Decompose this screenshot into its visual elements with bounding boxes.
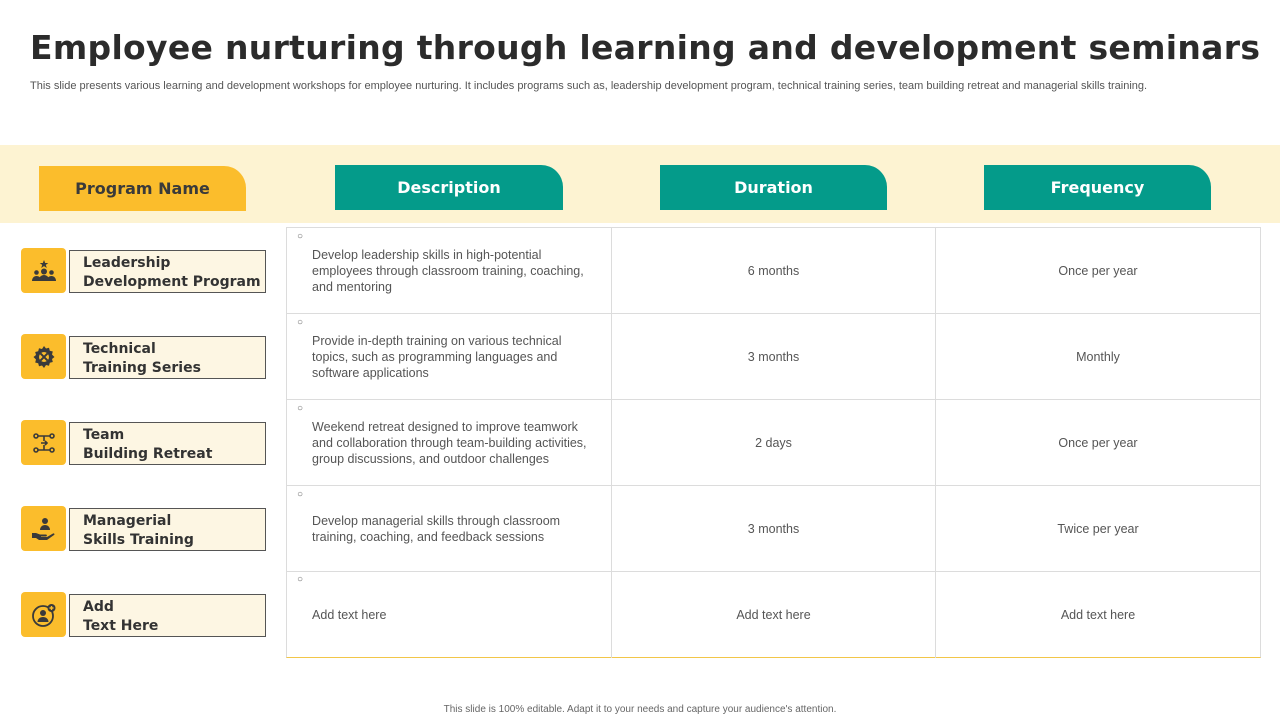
frequency-cell: Twice per year <box>1057 521 1139 536</box>
description-cell: ○ Add text here <box>287 572 612 658</box>
description-cell: ○ Develop managerial skills through classroom training, coaching, and feedback sessions <box>287 486 612 571</box>
bullet-icon: ○ <box>297 403 304 414</box>
frequency-cell: Add text here <box>1060 608 1136 622</box>
table-row <box>287 486 1260 572</box>
page-title: Employee nurturing through learning and development seminars <box>30 28 1261 67</box>
duration-cell: 2 days <box>612 400 936 485</box>
programs-table <box>286 227 1261 658</box>
program-technical <box>21 334 266 380</box>
bullet-icon: ○ <box>297 317 304 328</box>
header-frequency: Frequency <box>984 165 1211 210</box>
bullet-icon: ○ <box>297 231 304 242</box>
header-duration: Duration <box>660 165 887 210</box>
program-leadership <box>21 248 266 294</box>
gear-tools-icon <box>21 334 66 379</box>
page-subtitle: This slide presents various learning and development workshops for employee nurturing. It includes programs such as, leadership development program, technical training series, team building retreat and managerial skills training. <box>30 80 1148 92</box>
table-row <box>287 228 1260 314</box>
duration-cell: Add text here <box>612 572 936 658</box>
bullet-icon: ○ <box>297 574 304 585</box>
table-row <box>287 314 1260 400</box>
description-cell: ○ Develop leadership skills in high-potential employees through classroom training, coaching, and mentoring <box>287 228 612 313</box>
footer-note: This slide is 100% editable. Adapt it to your needs and capture your audience's attention. <box>443 704 837 715</box>
program-label: Add Text Here <box>69 594 266 637</box>
description-cell: ○ Weekend retreat designed to improve teamwork and collaboration through team-building activities, group discussions, and outdoor challenges <box>287 400 612 485</box>
table-row <box>287 400 1260 486</box>
team-leader-icon <box>21 248 66 293</box>
frequency-cell: Once per year <box>1058 263 1138 278</box>
description-cell: ○ Provide in-depth training on various technical topics, such as programming languages and software applications <box>287 314 612 399</box>
network-flow-icon <box>21 420 66 465</box>
program-label: Managerial Skills Training <box>69 508 266 551</box>
frequency-cell: Monthly <box>1076 349 1120 364</box>
program-managerial <box>21 506 266 552</box>
duration-cell: 6 months <box>612 228 936 313</box>
program-add <box>21 592 266 638</box>
header-program-name: Program Name <box>39 166 246 211</box>
header-description: Description <box>335 165 563 210</box>
hand-person-icon <box>21 506 66 551</box>
program-label: Team Building Retreat <box>69 422 266 465</box>
program-label: Technical Training Series <box>69 336 266 379</box>
duration-cell: 3 months <box>612 314 936 399</box>
add-user-icon <box>21 592 66 637</box>
bullet-icon: ○ <box>297 489 304 500</box>
frequency-cell: Once per year <box>1058 435 1138 450</box>
table-row <box>287 572 1260 658</box>
duration-cell: 3 months <box>612 486 936 571</box>
program-label: Leadership Development Program <box>69 250 266 293</box>
program-team-building <box>21 420 266 466</box>
